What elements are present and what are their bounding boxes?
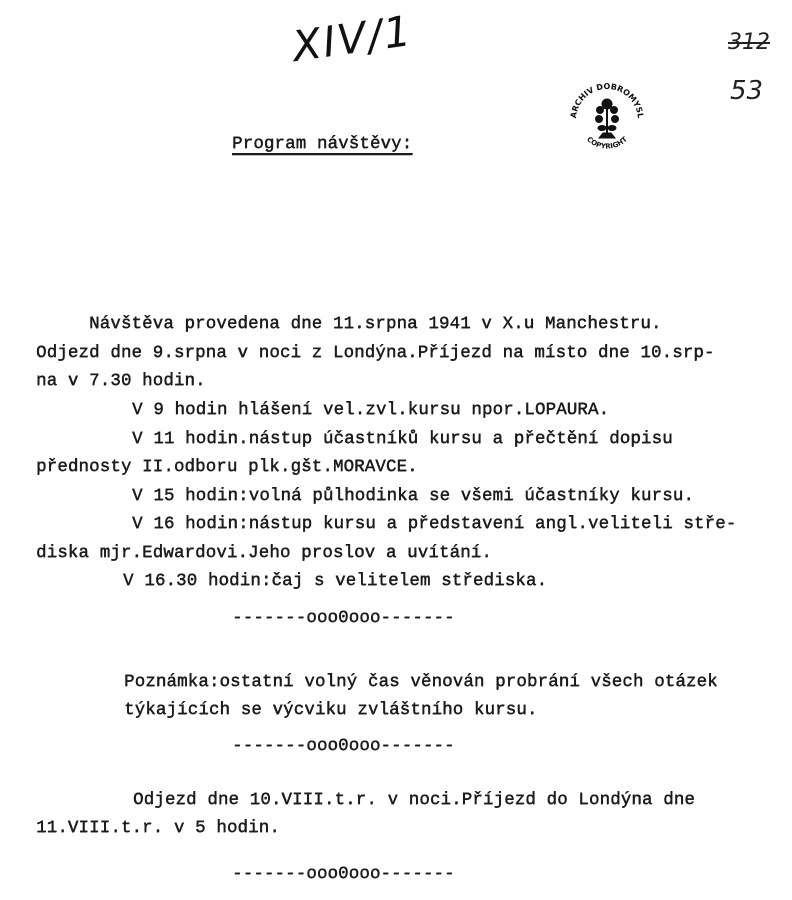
departure-line: 11.VIII.t.r. v 5 hodin. bbox=[36, 818, 280, 838]
handwritten-reference: XIV/1 bbox=[289, 5, 416, 72]
note-line: Poznámka:ostatní volný čas věnován probrání všech otázek bbox=[124, 672, 718, 692]
body-line: diska mjr.Edwardovi.Jeho proslov a uvítání. bbox=[36, 543, 492, 563]
handwritten-struck-number: 312 bbox=[728, 30, 770, 55]
section-divider: -------ooo0ooo------- bbox=[232, 736, 455, 756]
body-line: V 11 hodin.nástup účastníků kursu a přečtění dopisu bbox=[79, 429, 673, 449]
body-line: přednosty II.odboru plk.gšt.MORAVCE. bbox=[36, 457, 418, 477]
note-line: týkajících se výcviku zvláštního kursu. bbox=[124, 700, 538, 720]
section-divider: -------ooo0ooo------- bbox=[232, 864, 455, 884]
body-line: V 9 hodin hlášení vel.zvl.kursu npor.LOPAURA. bbox=[79, 400, 610, 420]
archive-stamp-icon bbox=[566, 76, 648, 158]
section-divider: -------ooo0ooo------- bbox=[232, 608, 455, 628]
body-line: V 16 hodin:nástup kursu a představení angl.veliteli stře- bbox=[79, 514, 737, 534]
body-line: Návštěva provedena dne 11.srpna 1941 v X.u Manchestru. bbox=[36, 314, 662, 334]
document-title: Program návštěvy: bbox=[232, 134, 413, 154]
stamp-top-text: ARCHIV DOBROMYSL bbox=[568, 81, 646, 119]
body-line: Odjezd dne 9.srpna v noci z Londýna.Příjezd na místo dne 10.srp- bbox=[36, 343, 715, 363]
departure-line: Odjezd dne 10.VIII.t.r. v noci.Příjezd do Londýna dne bbox=[80, 790, 695, 810]
body-line: V 16.30 hodin:čaj s velitelem střediska. bbox=[70, 571, 548, 591]
stamp-bottom-text: COPYRIGHT bbox=[585, 135, 629, 151]
body-line: na v 7.30 hodin. bbox=[36, 371, 206, 391]
body-line: V 15 hodin:volná půlhodinka se všemi účastníky kursu. bbox=[79, 486, 694, 506]
handwritten-page-number: 53 bbox=[730, 76, 764, 106]
